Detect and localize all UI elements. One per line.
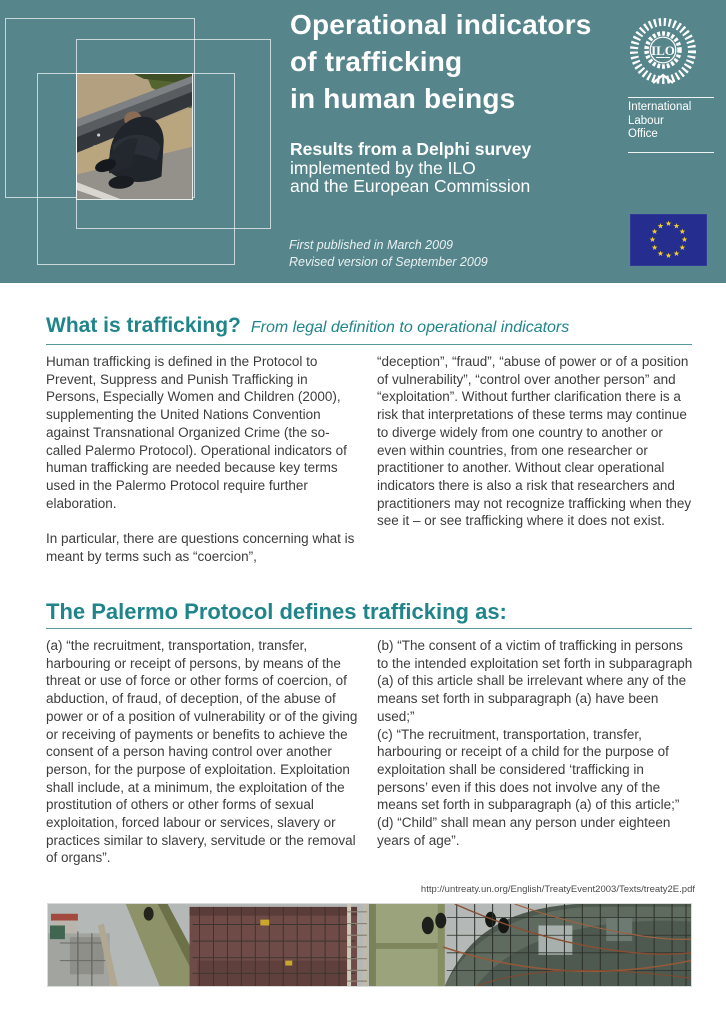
paragraph: In particular, there are questions concerning what is meant by terms such as “coercion”, <box>46 531 355 564</box>
svg-text:★: ★ <box>673 249 680 259</box>
subtitle-line: and the European Commission <box>290 176 531 196</box>
shipyard-photo-strip <box>47 903 692 987</box>
pubdate-line: Revised version of September 2009 <box>289 254 488 269</box>
shipyard-illustration <box>48 904 691 986</box>
ilo-divider <box>628 97 714 98</box>
page-title <box>290 6 592 117</box>
subtitle-line: implemented by the ILO <box>290 157 476 178</box>
eu-flag-illustration <box>630 214 707 266</box>
svg-text:★: ★ <box>673 221 680 231</box>
section2-heading-text: The Palermo Protocol defines trafficking as: <box>46 599 507 624</box>
paragraph-c: (c) “The recruitment, transportation, transfer, harbouring or receipt of a child for the purpose of exploitation shall be considered ‘trafficking in persons’ even if this does not involve any of the means set forth in subparagraph (a) of this article;” <box>377 726 680 813</box>
svg-text:★: ★ <box>665 219 672 229</box>
svg-text:★: ★ <box>651 243 658 253</box>
eu-flag-icon <box>630 214 707 266</box>
source-url-link[interactable]: http://untreaty.un.org/English/TreatyEvent2003/Texts/treaty2E.pdf <box>420 884 695 895</box>
paragraph-a: (a) “the recruitment, transportation, transfer, harbouring or receipt of persons, by means of the threat or use of force or other forms of coercion, of abduction, of fraud, of deception, of the abuse of power or of a position of vulnerability or of the giving or receiving of payments or benefits to achieve the consent of a person having control over another person, for the purpose of exploitation. Exploitation shall include, at a minimum, the exploitation of the prostitution of others or other forms of sexual exploitation, forced labour or services, slavery or practices similar to slavery, servitude or the removal of organs”. <box>46 638 358 866</box>
paragraph-d: (d) “Child” shall mean any person under eighteen years of age”. <box>377 815 671 848</box>
title-line: of trafficking <box>290 46 463 77</box>
pubdate-line: First published in March 2009 <box>289 238 453 252</box>
subtitle-bold-line: Results from a Delphi survey <box>290 139 532 159</box>
header-banner <box>0 0 726 283</box>
svg-text:★: ★ <box>657 221 664 231</box>
svg-text:★: ★ <box>651 227 658 237</box>
ilo-logo-icon <box>624 12 702 90</box>
title-line: Operational indicators <box>290 9 592 40</box>
victim-photo-illustration <box>77 74 192 199</box>
section1-right-column <box>377 353 694 530</box>
title-line: in human beings <box>290 83 516 114</box>
ilo-office-line: Labour <box>628 114 664 127</box>
section1-divider <box>46 344 692 345</box>
section1-heading <box>46 314 569 338</box>
section1-subheading: From legal definition to operational indicators <box>250 319 570 336</box>
svg-text:ILO: ILO <box>651 43 675 58</box>
ilo-office-name <box>628 101 691 142</box>
ilo-office-line: International <box>628 101 692 113</box>
section1-left-column <box>46 353 357 565</box>
section2-heading <box>46 599 507 625</box>
svg-text:★: ★ <box>665 251 672 261</box>
svg-text:★: ★ <box>649 235 656 245</box>
svg-text:★: ★ <box>679 227 686 237</box>
section2-right-column <box>377 637 694 849</box>
section2-divider <box>46 628 692 629</box>
paragraph: “deception”, “fraud”, “abuse of power or of a position of vulnerability”, “control over another person” and “exploitation”. Without further clarification there is a risk that interpretations of these terms may continue to diverge widely from one country to another or even within countries, from one researcher or practitioner to another. Without clear operational indicators there is also a risk that researchers and practitioners may not recognize trafficking when they see it – or see trafficking where it does not exist. <box>377 354 692 529</box>
ilo-office-line: Office <box>628 128 658 140</box>
svg-text:★: ★ <box>679 243 686 253</box>
paragraph: Human trafficking is defined in the Protocol to Prevent, Suppress and Punish Trafficking in Persons, Especially Women and Children (2000), supplementing the United Nations Convention against Transnational Organized Crime (the so-called Palermo Protocol). Operational indicators of human trafficking are needed because key terms used in the Palermo Protocol require further elaboration. <box>46 354 347 511</box>
svg-text:★: ★ <box>681 235 688 245</box>
svg-text:★: ★ <box>657 249 664 259</box>
section2-left-column <box>46 637 358 867</box>
victim-photo <box>76 73 193 200</box>
ilo-divider <box>628 152 714 153</box>
ilo-emblem <box>624 12 702 90</box>
section1-heading-text: What is trafficking? <box>46 314 241 337</box>
publication-dates <box>289 237 488 270</box>
paragraph-b: (b) “The consent of a victim of trafficking in persons to the intended exploitation set forth in subparagraph (a) of this article shall be irrelevant where any of the means set forth in subparagraph (a) have been used;” <box>377 638 693 724</box>
subtitle <box>290 140 531 196</box>
